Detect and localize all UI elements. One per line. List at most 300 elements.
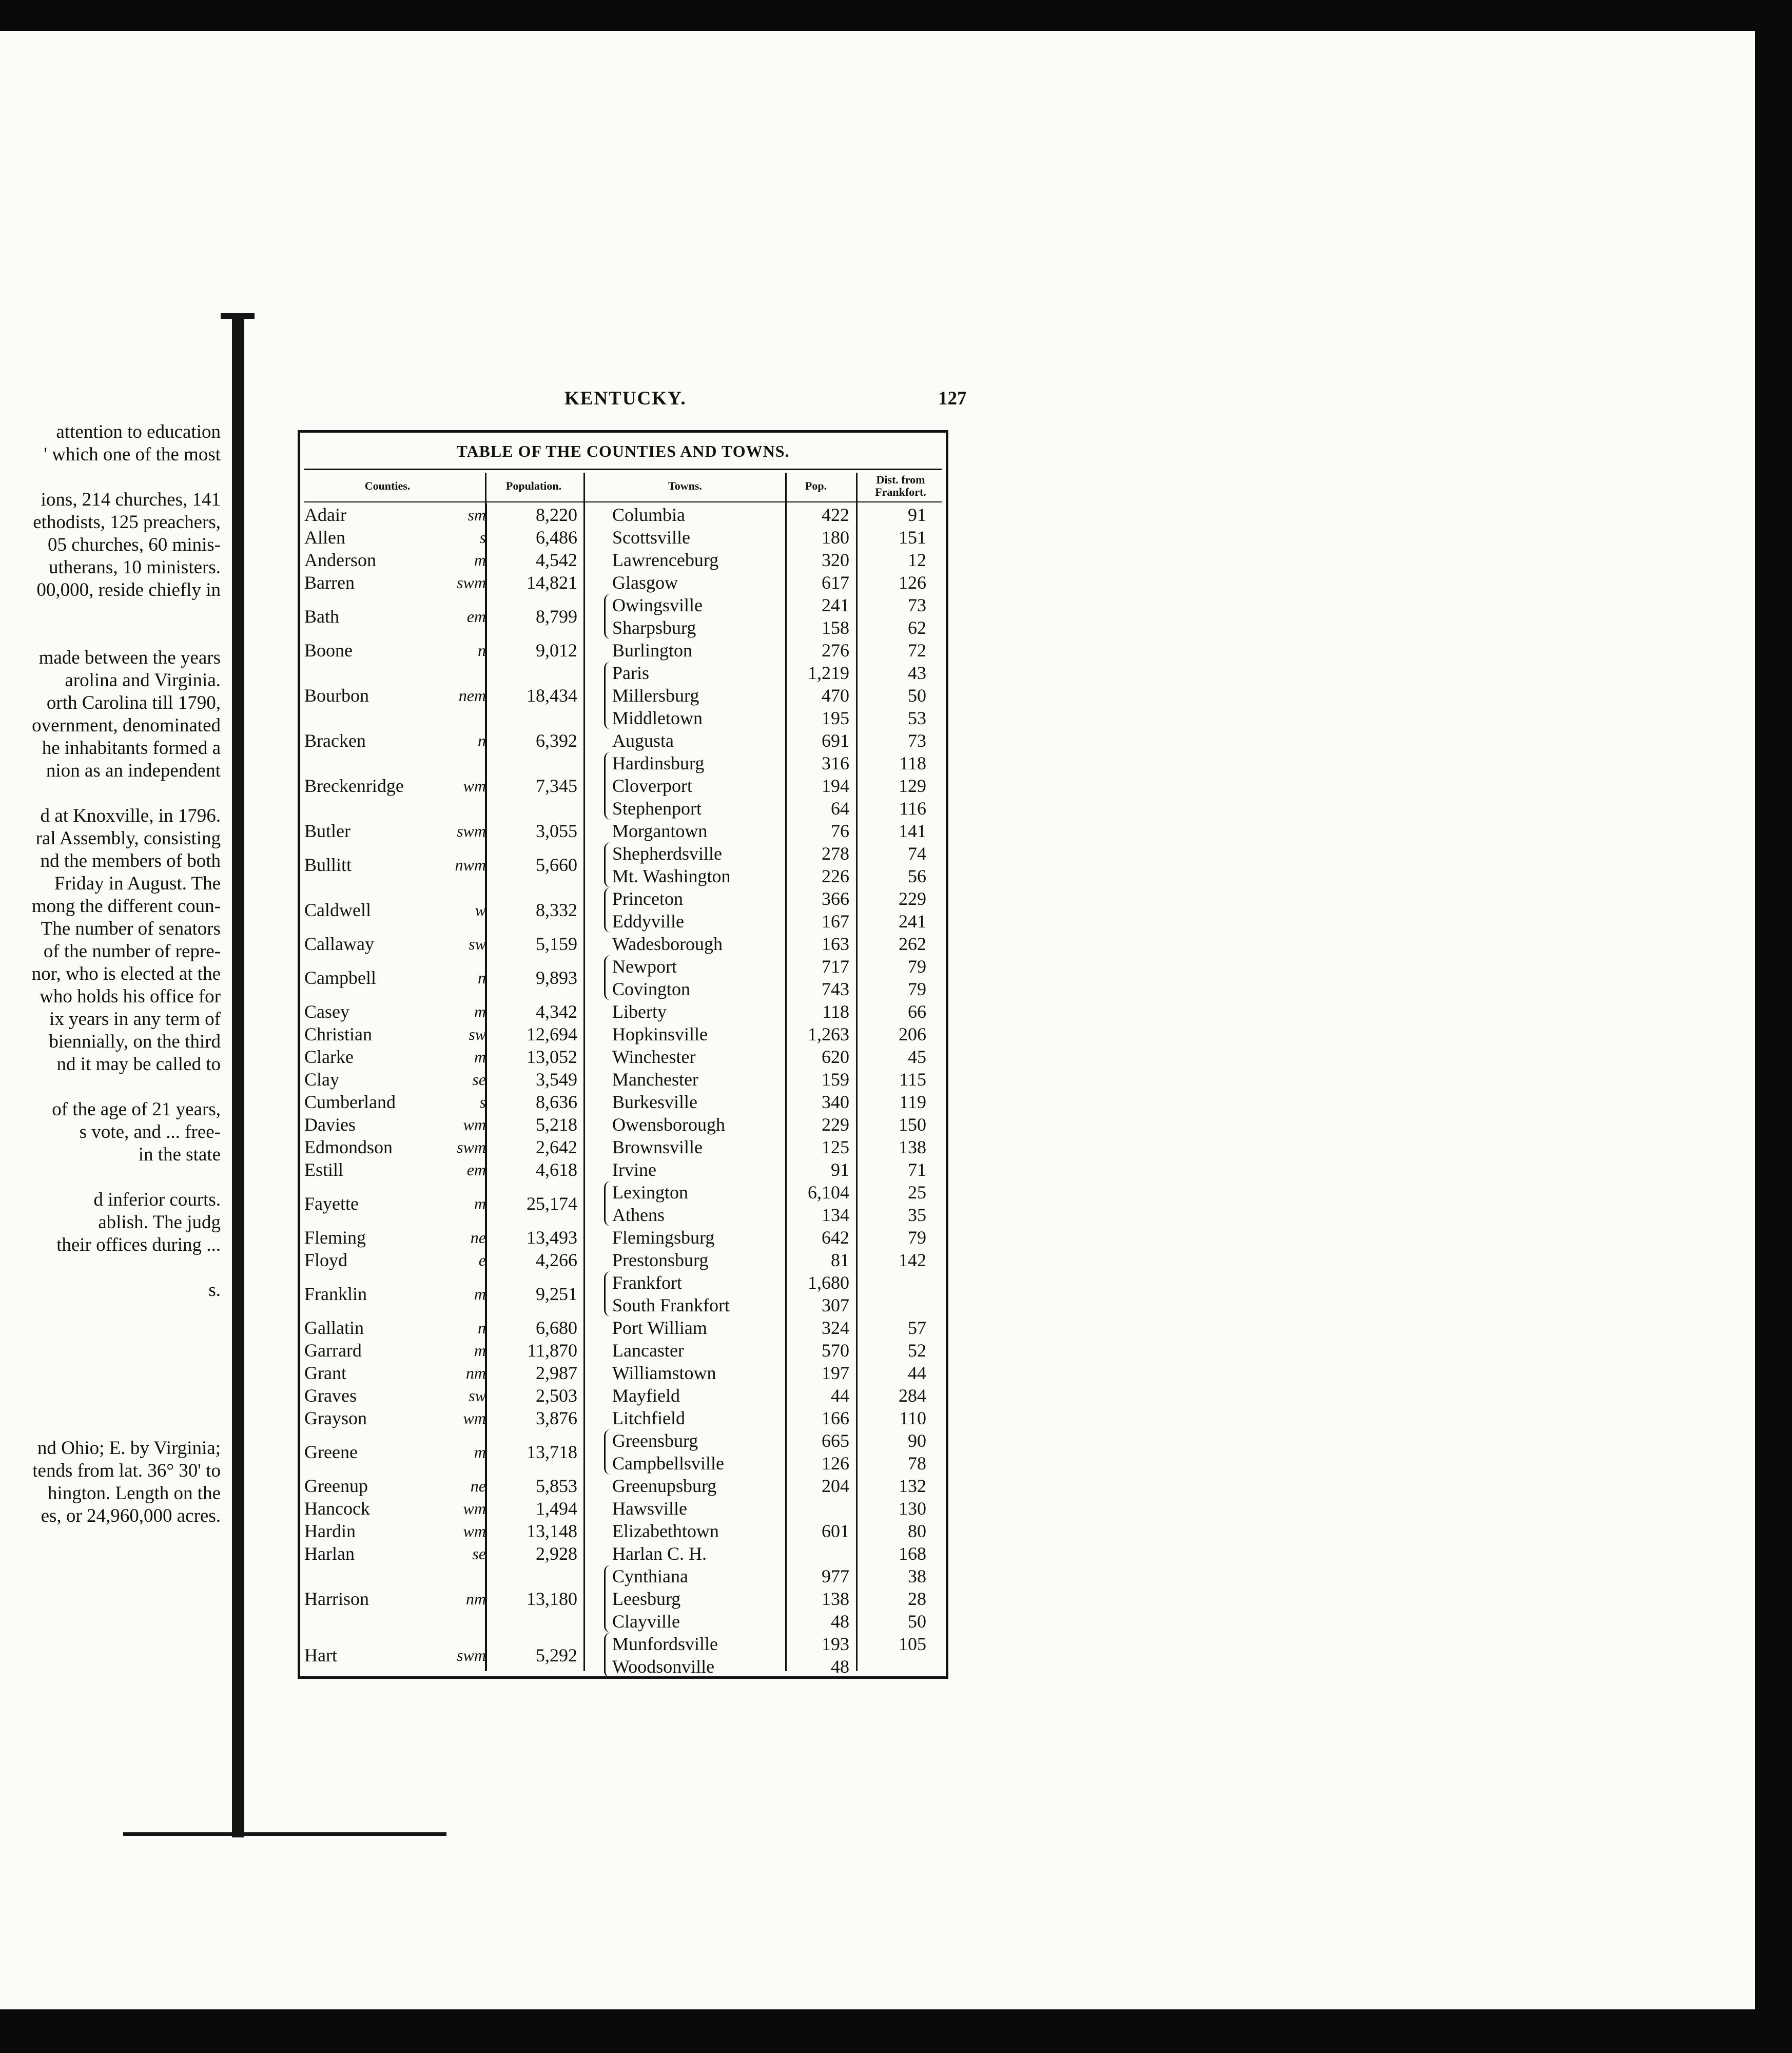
town-name: Mayfield	[612, 1385, 680, 1406]
county-direction: m	[474, 1443, 486, 1461]
left-text-line: hington. Length on the	[47, 1483, 221, 1504]
town-population: 197	[822, 1363, 849, 1383]
left-text-line: orth Carolina till 1790,	[46, 692, 221, 713]
brace-icon	[604, 1181, 611, 1226]
county-population: 9,893	[536, 967, 577, 988]
town-distance: 38	[908, 1566, 926, 1586]
county-direction: m	[474, 1048, 486, 1066]
county-direction: s	[479, 528, 486, 547]
left-text-line: who holds his office for	[40, 986, 221, 1007]
left-text-line: 05 churches, 60 minis-	[47, 534, 221, 555]
town-population: 241	[822, 595, 849, 615]
town-population: 276	[822, 640, 849, 661]
left-text-line: ix years in any term of	[49, 1009, 221, 1030]
county-population: 1,494	[536, 1498, 577, 1519]
left-text-line: of the age of 21 years,	[52, 1099, 221, 1120]
county-name: Cumberland	[304, 1092, 396, 1112]
county-name: Fayette	[304, 1193, 359, 1214]
town-population: 1,680	[808, 1272, 849, 1293]
town-name: Lancaster	[612, 1340, 684, 1361]
county-name: Harlan	[304, 1543, 355, 1564]
county-population: 8,332	[536, 900, 577, 920]
county-population: 5,218	[536, 1114, 577, 1135]
county-name: Hardin	[304, 1521, 356, 1541]
county-name: Campbell	[304, 967, 376, 988]
town-distance: 80	[908, 1521, 926, 1541]
running-head: KENTUCKY.	[564, 388, 687, 409]
county-name: Garrard	[304, 1340, 362, 1361]
town-name: Winchester	[612, 1047, 696, 1067]
town-distance: 79	[908, 979, 926, 999]
town-population: 204	[822, 1476, 849, 1496]
column-rule	[856, 473, 858, 1671]
town-name: Mt. Washington	[612, 866, 731, 886]
town-distance: 50	[908, 1611, 926, 1632]
town-population: 620	[822, 1047, 849, 1067]
header-pop: Pop.	[805, 479, 827, 492]
county-direction: swm	[457, 822, 486, 840]
county-direction: w	[475, 901, 486, 919]
county-direction: nwm	[455, 856, 486, 874]
town-population: 76	[831, 821, 849, 841]
town-name: Columbia	[612, 505, 685, 525]
left-text-line: their offices during ...	[56, 1234, 221, 1255]
town-distance: 73	[908, 595, 926, 615]
town-distance: 79	[908, 956, 926, 977]
county-name: Graves	[304, 1385, 357, 1406]
town-name: South Frankfort	[612, 1295, 730, 1315]
header-dist: Dist. from Frankfort.	[875, 473, 926, 498]
town-name: Woodsonville	[612, 1656, 715, 1677]
left-text-line: ' which one of the most	[44, 444, 221, 465]
town-distance: 284	[899, 1385, 926, 1406]
county-population: 11,870	[527, 1340, 577, 1361]
town-name: Hopkinsville	[612, 1024, 708, 1044]
county-name: Bracken	[304, 730, 366, 751]
town-name: Flemingsburg	[612, 1227, 715, 1248]
town-population: 324	[822, 1318, 849, 1338]
town-population: 229	[822, 1114, 849, 1135]
town-population: 48	[831, 1656, 849, 1677]
county-name: Anderson	[304, 550, 376, 570]
town-distance: 241	[899, 911, 926, 932]
town-distance: 44	[908, 1363, 926, 1383]
town-distance: 138	[899, 1137, 926, 1157]
left-text-line: in the state	[138, 1144, 221, 1165]
county-name: Estill	[304, 1159, 344, 1180]
county-direction: m	[474, 551, 486, 569]
county-direction: se	[472, 1544, 486, 1563]
county-direction: n	[478, 641, 486, 660]
town-distance: 90	[908, 1430, 926, 1451]
county-direction: se	[472, 1070, 486, 1089]
town-population: 134	[822, 1205, 849, 1225]
town-population: 226	[822, 866, 849, 886]
header-population: Population.	[505, 479, 562, 492]
town-name: Newport	[612, 956, 677, 977]
county-name: Christian	[304, 1024, 372, 1044]
county-population: 4,618	[536, 1159, 577, 1180]
town-population: 64	[831, 798, 849, 819]
town-population: 743	[822, 979, 849, 999]
county-population: 8,799	[536, 606, 577, 627]
town-population: 977	[822, 1566, 849, 1586]
town-population: 48	[831, 1611, 849, 1632]
town-population: 193	[822, 1634, 849, 1654]
town-name: Scottsville	[612, 527, 690, 548]
brace-icon	[604, 955, 611, 1000]
county-direction: e	[478, 1251, 486, 1269]
county-name: Butler	[304, 821, 350, 841]
table-title: TABLE OF THE COUNTIES AND TOWNS.	[456, 442, 790, 460]
town-population: 1,219	[808, 663, 849, 683]
town-name: Augusta	[612, 730, 674, 751]
left-text-line: utherans, 10 ministers.	[48, 557, 221, 578]
county-population: 3,055	[536, 821, 577, 841]
town-distance: 105	[899, 1634, 926, 1654]
left-text-line: he inhabitants formed a	[42, 738, 221, 759]
county-population: 13,148	[527, 1521, 577, 1541]
town-name: Owensborough	[612, 1114, 725, 1135]
county-direction: sw	[469, 1025, 486, 1043]
town-distance: 119	[899, 1092, 926, 1112]
county-population: 3,876	[536, 1408, 577, 1428]
town-name: Sharpsburg	[612, 617, 696, 638]
brace-icon	[604, 752, 611, 820]
town-population: 91	[831, 1159, 849, 1180]
town-name: Cynthiana	[612, 1566, 688, 1586]
town-population: 570	[822, 1340, 849, 1361]
town-distance: 35	[908, 1205, 926, 1225]
town-name: Owingsville	[612, 595, 703, 615]
town-name: Irvine	[612, 1159, 656, 1180]
counties-table	[298, 430, 948, 1679]
town-population: 163	[822, 934, 849, 954]
brace-icon	[604, 1429, 611, 1475]
left-text-line: made between the years	[38, 647, 221, 668]
county-direction: m	[474, 1194, 486, 1213]
town-name: Eddyville	[612, 911, 684, 932]
town-name: Liberty	[612, 1001, 667, 1022]
town-population: 6,104	[808, 1182, 849, 1203]
county-name: Bath	[304, 606, 339, 627]
town-distance: 126	[899, 572, 926, 593]
county-population: 18,434	[527, 685, 577, 706]
town-distance: 129	[899, 776, 926, 796]
left-text-line: d at Knoxville, in 1796.	[40, 805, 221, 826]
county-population: 12,694	[527, 1024, 577, 1044]
town-population: 167	[822, 911, 849, 932]
county-population: 5,660	[536, 855, 577, 875]
county-name: Gallatin	[304, 1318, 364, 1338]
county-name: Clarke	[304, 1047, 354, 1067]
left-text-line: of the number of repre-	[43, 941, 221, 962]
county-name: Breckenridge	[304, 776, 404, 796]
town-population: 180	[822, 527, 849, 548]
county-direction: nm	[465, 1590, 486, 1608]
county-population: 5,292	[536, 1645, 577, 1665]
left-text-line: tends from lat. 36° 30' to	[32, 1460, 221, 1481]
county-population: 2,928	[536, 1543, 577, 1564]
left-text-line: attention to education	[56, 421, 221, 442]
county-population: 6,680	[536, 1318, 577, 1338]
county-name: Caldwell	[304, 900, 371, 920]
town-name: Greensburg	[612, 1430, 698, 1451]
town-population: 316	[822, 753, 849, 773]
town-population: 307	[822, 1295, 849, 1315]
town-population: 665	[822, 1430, 849, 1451]
left-text-line: arolina and Virginia.	[65, 670, 221, 691]
county-direction: wm	[463, 1522, 486, 1540]
town-name: Cloverport	[612, 776, 692, 796]
title-rule	[304, 469, 942, 470]
town-distance: 52	[908, 1340, 926, 1361]
left-text-line: ablish. The judg	[98, 1212, 221, 1233]
town-name: Middletown	[612, 708, 703, 728]
county-direction: m	[474, 1002, 486, 1021]
town-distance: 62	[908, 617, 926, 638]
town-population: 44	[831, 1385, 849, 1406]
column-rule	[583, 473, 585, 1671]
town-distance: 262	[899, 934, 926, 954]
town-population: 601	[822, 1521, 849, 1541]
town-distance: 115	[899, 1069, 926, 1090]
brace-icon	[604, 1271, 611, 1316]
brace-icon	[604, 1633, 611, 1678]
book-page	[0, 31, 1755, 2009]
town-name: Wadesborough	[612, 934, 723, 954]
town-name: Princeton	[612, 888, 683, 909]
county-population: 8,636	[536, 1092, 577, 1112]
left-text-line: nor, who is elected at the	[31, 963, 221, 984]
town-population: 366	[822, 888, 849, 909]
town-distance: 66	[908, 1001, 926, 1022]
town-population: 138	[822, 1589, 849, 1609]
town-distance: 50	[908, 685, 926, 706]
county-population: 6,392	[536, 730, 577, 751]
town-distance: 79	[908, 1227, 926, 1248]
town-distance: 73	[908, 730, 926, 751]
town-population: 470	[822, 685, 849, 706]
county-name: Greenup	[304, 1476, 368, 1496]
town-population: 158	[822, 617, 849, 638]
brace-icon	[604, 887, 611, 933]
town-name: Litchfield	[612, 1408, 685, 1428]
county-name: Adair	[304, 505, 346, 525]
town-population: 340	[822, 1092, 849, 1112]
county-population: 7,345	[536, 776, 577, 796]
town-population: 81	[831, 1250, 849, 1270]
town-name: Munfordsville	[612, 1634, 718, 1654]
county-direction: swm	[457, 1138, 486, 1156]
town-distance: 116	[899, 798, 926, 819]
county-name: Harrison	[304, 1589, 369, 1609]
town-distance: 71	[908, 1159, 926, 1180]
town-distance: 25	[908, 1182, 926, 1203]
county-name: Fleming	[304, 1227, 366, 1248]
town-population: 166	[822, 1408, 849, 1428]
county-name: Davies	[304, 1114, 356, 1135]
county-direction: sw	[469, 935, 486, 953]
town-name: Harlan C. H.	[612, 1543, 707, 1564]
left-text-line: nd the members of both	[40, 850, 221, 871]
county-name: Clay	[304, 1069, 339, 1090]
left-text-line: nd it may be called to	[56, 1054, 221, 1075]
town-population: 717	[822, 956, 849, 977]
county-direction: n	[478, 1319, 486, 1337]
town-distance: 56	[908, 866, 926, 886]
left-text-line: 00,000, reside chiefly in	[36, 579, 221, 601]
town-name: Morgantown	[612, 821, 708, 841]
left-text-line: s.	[208, 1280, 221, 1301]
town-distance: 118	[899, 753, 926, 773]
left-text-line: ral Assembly, consisting	[35, 828, 221, 849]
county-population: 13,052	[527, 1047, 577, 1067]
town-distance: 151	[899, 527, 926, 548]
town-distance: 78	[908, 1453, 926, 1474]
left-text-line: d inferior courts.	[93, 1189, 221, 1210]
county-population: 4,266	[536, 1250, 577, 1270]
county-name: Bullitt	[304, 855, 352, 875]
town-distance: 28	[908, 1589, 926, 1609]
town-name: Brownsville	[612, 1137, 703, 1157]
county-population: 13,493	[527, 1227, 577, 1248]
town-distance: 74	[908, 843, 926, 864]
county-population: 14,821	[527, 572, 577, 593]
town-population: 126	[822, 1453, 849, 1474]
county-direction: wm	[463, 1115, 486, 1134]
town-name: Burlington	[612, 640, 693, 661]
brace-icon	[604, 594, 611, 639]
town-distance: 206	[899, 1024, 926, 1044]
town-population: 125	[822, 1137, 849, 1157]
town-population: 691	[822, 730, 849, 751]
left-text-line: ions, 214 churches, 141	[41, 489, 221, 510]
town-population: 320	[822, 550, 849, 570]
town-population: 195	[822, 708, 849, 728]
county-direction: ne	[470, 1477, 486, 1495]
town-distance: 53	[908, 708, 926, 728]
town-distance: 57	[908, 1318, 926, 1338]
town-distance: 45	[908, 1047, 926, 1067]
town-population: 278	[822, 843, 849, 864]
town-name: Athens	[612, 1205, 665, 1225]
county-name: Casey	[304, 1001, 349, 1022]
county-population: 9,012	[536, 640, 577, 661]
left-text-line: nion as an independent	[46, 760, 221, 781]
town-name: Stephenport	[612, 798, 702, 819]
town-name: Paris	[612, 663, 649, 683]
county-population: 13,718	[527, 1442, 577, 1462]
header-rule	[304, 501, 942, 502]
town-distance: 168	[899, 1543, 926, 1564]
county-name: Floyd	[304, 1250, 348, 1270]
town-distance: 91	[908, 505, 926, 525]
brace-icon	[604, 842, 611, 887]
left-text-line: overnment, denominated	[32, 715, 221, 736]
county-population: 2,987	[536, 1363, 577, 1383]
county-name: Callaway	[304, 934, 374, 954]
county-name: Hart	[304, 1645, 337, 1665]
header-towns: Towns.	[668, 479, 702, 492]
town-name: Greenupsburg	[612, 1476, 717, 1496]
gutter-rule	[232, 313, 244, 1837]
county-name: Allen	[304, 527, 345, 548]
county-name: Greene	[304, 1442, 358, 1462]
town-distance: 130	[899, 1498, 926, 1519]
town-population: 194	[822, 776, 849, 796]
county-population: 5,159	[536, 934, 577, 954]
county-population: 5,853	[536, 1476, 577, 1496]
left-text-line: es, or 24,960,000 acres.	[41, 1505, 221, 1526]
county-name: Bourbon	[304, 685, 369, 706]
gutter-rule-foot	[123, 1832, 446, 1836]
town-name: Lexington	[612, 1182, 688, 1203]
county-direction: wm	[463, 1499, 486, 1518]
left-text-line: nd Ohio; E. by Virginia;	[37, 1438, 221, 1459]
county-population: 9,251	[536, 1284, 577, 1304]
county-population: 13,180	[527, 1589, 577, 1609]
county-direction: ne	[470, 1228, 486, 1247]
town-name: Frankfort	[612, 1272, 682, 1293]
town-distance: 141	[899, 821, 926, 841]
town-population: 617	[822, 572, 849, 593]
left-text-line: The number of senators	[41, 918, 221, 939]
header-counties: Counties.	[364, 479, 411, 492]
county-name: Franklin	[304, 1284, 367, 1304]
county-name: Edmondson	[304, 1137, 393, 1157]
town-distance: 110	[899, 1408, 926, 1428]
town-population: 159	[822, 1069, 849, 1090]
town-name: Prestonsburg	[612, 1250, 709, 1270]
town-distance: 142	[899, 1250, 926, 1270]
town-name: Hawsville	[612, 1498, 687, 1519]
town-name: Millersburg	[612, 685, 699, 706]
county-direction: sw	[469, 1386, 486, 1405]
county-population: 3,549	[536, 1069, 577, 1090]
town-population: 1,263	[808, 1024, 849, 1044]
town-name: Leesburg	[612, 1589, 681, 1609]
county-direction: nm	[465, 1364, 486, 1382]
left-text-line: Friday in August. The	[54, 873, 221, 894]
county-direction: sm	[468, 506, 486, 524]
county-direction: n	[478, 969, 486, 987]
town-name: Glasgow	[612, 572, 678, 593]
brace-icon	[604, 662, 611, 729]
town-distance: 43	[908, 663, 926, 683]
county-population: 2,642	[536, 1137, 577, 1157]
county-direction: s	[479, 1093, 486, 1111]
town-name: Burkesville	[612, 1092, 697, 1112]
county-name: Barren	[304, 572, 355, 593]
county-direction: n	[478, 731, 486, 750]
town-population: 642	[822, 1227, 849, 1248]
town-distance: 12	[908, 550, 926, 570]
town-name: Port William	[612, 1318, 707, 1338]
county-population: 8,220	[536, 505, 577, 525]
county-direction: m	[474, 1341, 486, 1360]
town-name: Hardinsburg	[612, 753, 705, 773]
town-population: 118	[822, 1001, 849, 1022]
left-text-line: biennially, on the third	[49, 1031, 221, 1052]
left-text-line: ethodists, 125 preachers,	[33, 512, 221, 533]
county-direction: em	[466, 1160, 486, 1179]
town-name: Covington	[612, 979, 691, 999]
county-population: 2,503	[536, 1385, 577, 1406]
page-number: 127	[938, 388, 967, 409]
county-direction: wm	[463, 1409, 486, 1427]
county-name: Grant	[304, 1363, 346, 1383]
